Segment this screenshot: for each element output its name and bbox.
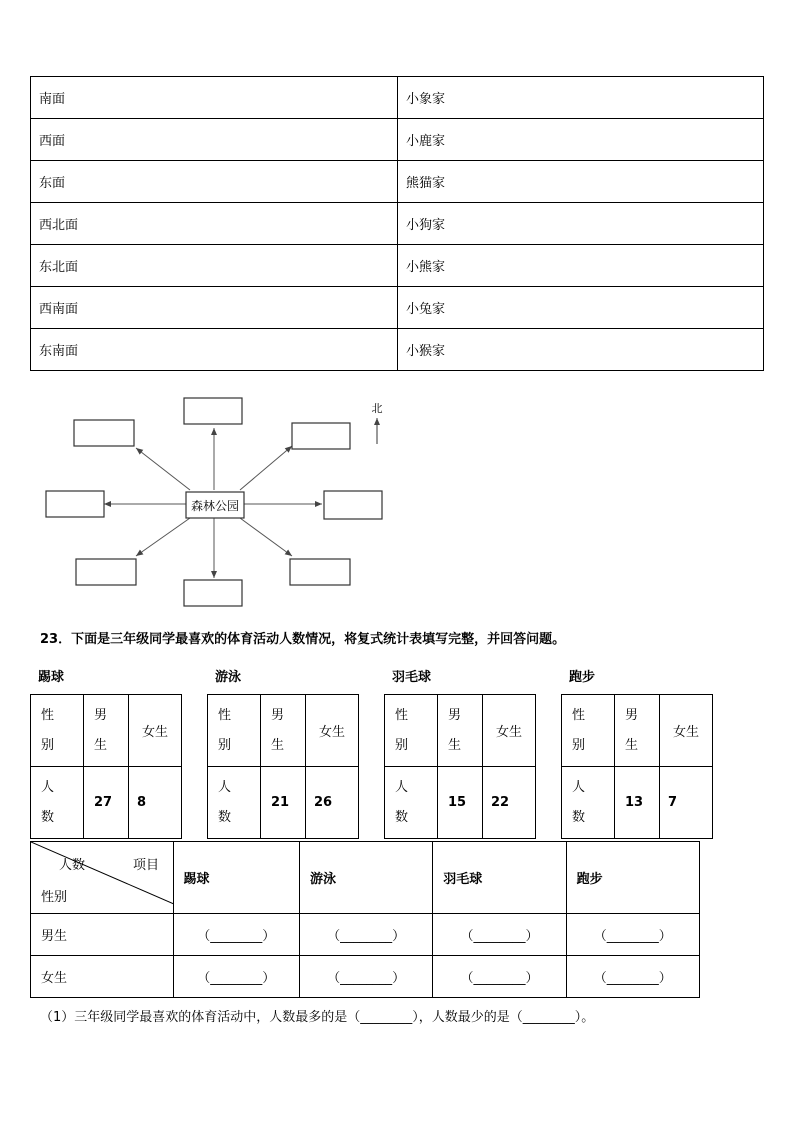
header-swim: 游泳 [299,842,432,914]
sport-label-badminton: 羽毛球 [392,670,432,685]
row-label-female: 女生 [31,956,174,998]
count-header: 人 数 [562,767,615,839]
arrow-northwest [136,448,190,490]
direction-row [31,287,764,329]
direction-table [30,76,764,371]
box-northeast [292,423,350,449]
direction-diagram [40,392,400,614]
count-header: 人 数 [385,767,438,839]
header-badminton: 羽毛球 [433,842,566,914]
direction-cell: 东南面 [31,329,398,371]
box-southeast [290,559,350,585]
home-cell: 熊猫家 [398,161,764,203]
direction-row [31,329,764,371]
box-north [184,398,242,424]
female-count: 8 [129,767,182,839]
sport-count-table [207,694,359,839]
direction-row [31,119,764,161]
female-count: 26 [306,767,359,839]
box-west [46,491,104,517]
sport-label-run: 跑步 [569,670,596,685]
box-northwest [74,420,134,446]
answer-blank[interactable]: （________） [173,956,299,998]
gender-header: 性 别 [208,695,261,767]
sport-label-swim: 游泳 [215,670,242,685]
summary-table [30,841,700,998]
gender-header: 性 别 [385,695,438,767]
home-cell: 小狗家 [398,203,764,245]
arrow-northeast [240,446,292,490]
gender-header: 性 别 [562,695,615,767]
direction-row [31,161,764,203]
box-east [324,491,382,519]
count-header: 人 数 [208,767,261,839]
home-cell: 小象家 [398,77,764,119]
sport-count-table [30,694,182,839]
box-southwest [76,559,136,585]
female-header: 女生 [129,695,182,767]
male-count: 27 [84,767,129,839]
count-header: 人 数 [31,767,84,839]
home-cell: 小熊家 [398,245,764,287]
sport-label-kick: 踢球 [38,670,65,685]
home-cell: 小鹿家 [398,119,764,161]
male-header: 男 生 [84,695,129,767]
direction-row [31,245,764,287]
header-run: 跑步 [566,842,699,914]
gender-header: 性 别 [31,695,84,767]
male-header: 男 生 [615,695,660,767]
male-count: 21 [261,767,306,839]
female-count: 7 [660,767,713,839]
answer-blank[interactable]: （________） [566,956,699,998]
answer-blank[interactable]: （________） [433,914,566,956]
male-count: 13 [615,767,660,839]
male-header: 男 生 [261,695,306,767]
answer-blank[interactable]: （________） [566,914,699,956]
sport-count-table [561,694,713,839]
corner-gender: 性别 [41,890,68,905]
north-label: 北 [371,402,383,415]
corner-item: 项目 [133,858,160,873]
box-south [184,580,242,606]
direction-cell: 东北面 [31,245,398,287]
answer-blank[interactable]: （________） [433,956,566,998]
female-header: 女生 [306,695,359,767]
answer-blank[interactable]: （________） [173,914,299,956]
direction-cell: 西北面 [31,203,398,245]
direction-cell: 南面 [31,77,398,119]
answer-blank[interactable]: （________） [299,914,432,956]
direction-row [31,203,764,245]
corner-cell [31,842,174,914]
direction-cell: 西面 [31,119,398,161]
arrow-southeast [240,518,292,556]
home-cell: 小猴家 [398,329,764,371]
male-header: 男 生 [438,695,483,767]
arrow-southwest [136,518,190,556]
corner-people: 人数 [59,858,86,873]
male-count: 15 [438,767,483,839]
header-kick: 踢球 [173,842,299,914]
direction-cell: 东面 [31,161,398,203]
female-header: 女生 [483,695,536,767]
question-23-title: 23．下面是三年级同学最喜欢的体育活动人数情况，将复式统计表填写完整，并回答问题。 [40,632,566,647]
answer-blank[interactable]: （________） [299,956,432,998]
sub-question-1: （1）三年级同学最喜欢的体育活动中，人数最多的是（________），人数最少的是（________）。 [40,1010,595,1025]
female-header: 女生 [660,695,713,767]
female-count: 22 [483,767,536,839]
center-label: 森林公园 [190,499,240,513]
direction-cell: 西南面 [31,287,398,329]
home-cell: 小兔家 [398,287,764,329]
sport-count-table [384,694,536,839]
direction-row [31,77,764,119]
row-label-male: 男生 [31,914,174,956]
